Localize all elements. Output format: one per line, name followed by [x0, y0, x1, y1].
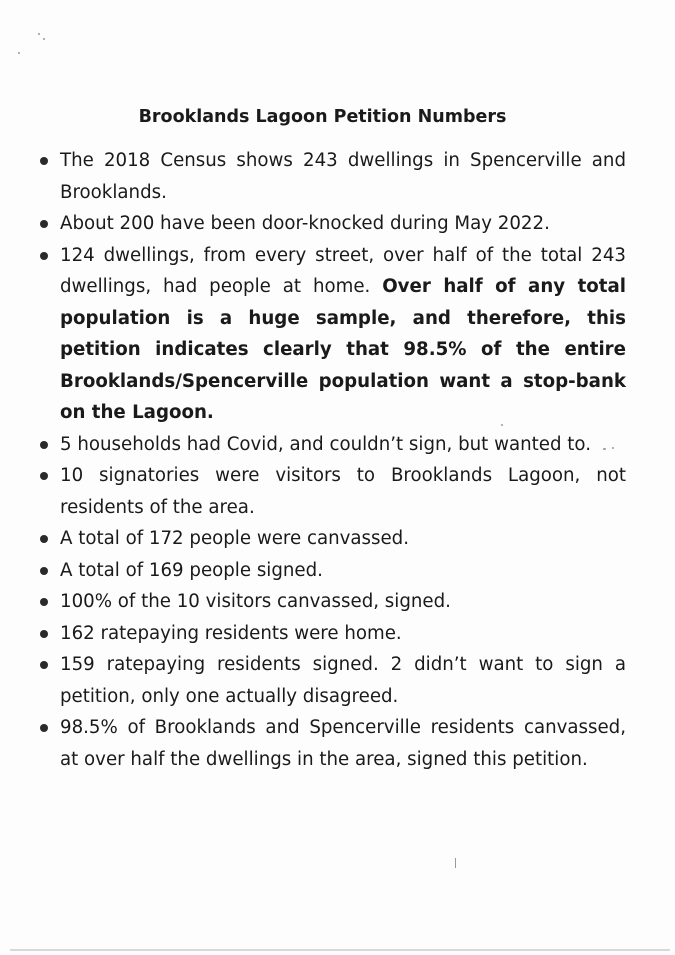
list-item-text: The 2018 Census shows 243 dwellings in Spencerville and Brooklands. — [60, 150, 626, 203]
scan-edge-line — [10, 949, 670, 951]
list-item-text: 10 signatories were visitors to Brooklands Lagoon, not residents of the area. — [60, 465, 626, 518]
list-item — [40, 240, 626, 429]
bullet-icon — [40, 598, 48, 606]
bullet-icon — [40, 630, 48, 638]
bullet-icon — [40, 157, 48, 165]
bullet-list — [40, 145, 626, 775]
list-item — [40, 208, 626, 240]
bullet-icon — [40, 472, 48, 480]
list-item — [40, 649, 626, 712]
list-item-text: 124 dwellings, from every street, over half of the total 243 dwellings, had people at home. Over half of any total population is a huge sample, and therefore, this petition indicates clearly that 98.5% of the entire Brooklands/Spencerville population want a stop-bank on the Lagoon. — [60, 244, 626, 423]
list-item — [40, 712, 626, 775]
list-item — [40, 618, 626, 650]
list-item-text: 98.5% of Brooklands and Spencerville residents canvassed, at over half the dwellings in the area, signed this petition. — [60, 717, 626, 770]
bullet-icon — [40, 724, 48, 732]
emphasis-text: Over half of any total population is a huge sample, and therefore, this petition indicates clearly that 98.5% of the entire Brooklands/Spencerville population want a stop-bank on the Lagoon. — [60, 276, 626, 423]
bullet-icon — [40, 661, 48, 669]
page-title: Brooklands Lagoon Petition Numbers — [138, 107, 507, 127]
bullet-icon — [40, 220, 48, 228]
list-item-text: 100% of the 10 visitors canvassed, signed. — [60, 591, 451, 612]
list-item-text: 5 households had Covid, and couldn’t sign, but wanted to. — [60, 433, 591, 455]
bullet-icon — [40, 567, 48, 575]
scan-speck — [18, 52, 20, 54]
list-item — [40, 555, 626, 587]
list-item — [40, 523, 626, 555]
list-item-text: 159 ratepaying residents signed. 2 didn’t want to sign a petition, only one actually disagreed. — [60, 654, 626, 707]
bullet-icon — [40, 252, 48, 260]
list-item — [40, 586, 626, 618]
list-item-text: A total of 172 people were canvassed. — [60, 528, 409, 549]
scan-speck — [43, 38, 45, 40]
list-item-text: A total of 169 people signed. — [60, 559, 323, 581]
list-item-text: About 200 have been door-knocked during May 2022. — [60, 213, 550, 234]
list-item — [40, 429, 626, 461]
list-item — [40, 145, 626, 208]
bullet-icon — [40, 535, 48, 543]
bullet-icon — [40, 441, 48, 449]
list-item-text: 162 ratepaying residents were home. — [60, 622, 402, 644]
list-item — [40, 460, 626, 523]
scan-speck — [455, 858, 456, 868]
scan-speck — [38, 33, 40, 35]
